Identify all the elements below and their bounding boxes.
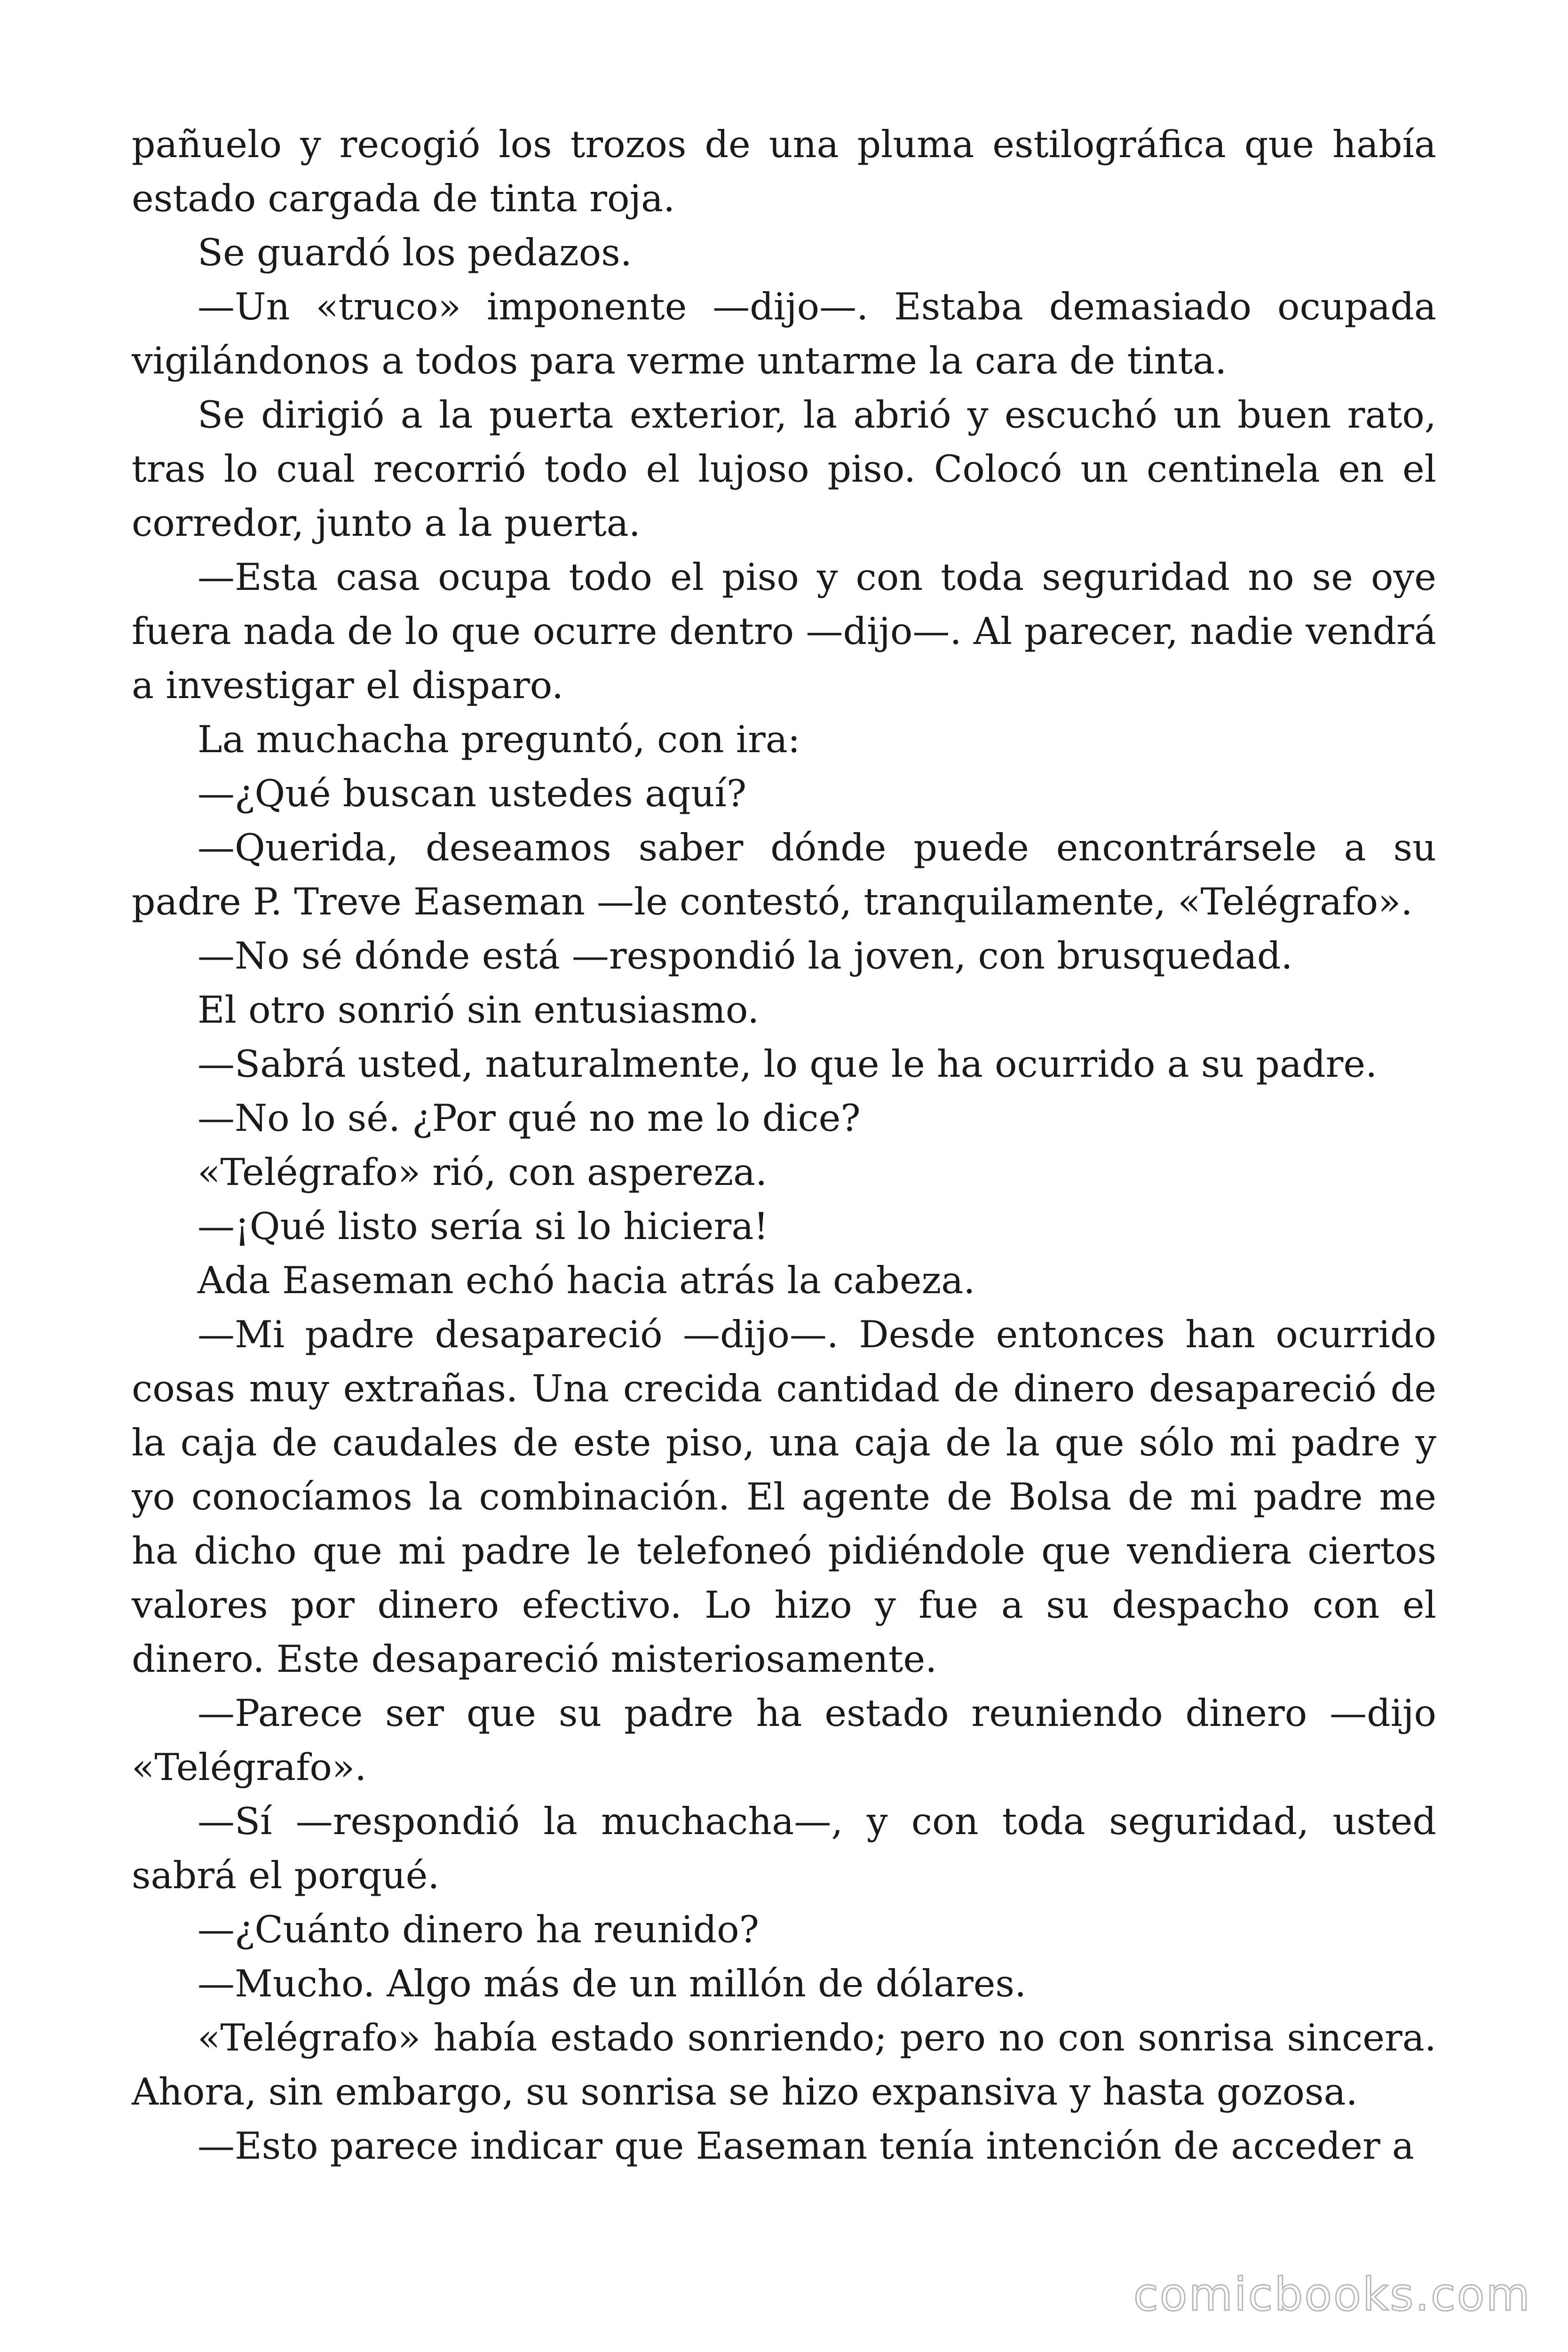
paragraph: —Sí —respondió la muchacha—, y con toda seguridad, usted sabrá el porqué. bbox=[132, 1800, 1436, 1897]
paragraph: —¿Cuánto dinero ha reunido? bbox=[198, 1908, 760, 1951]
paragraph: —No lo sé. ¿Por qué no me lo dice? bbox=[198, 1097, 861, 1140]
paragraph: El otro sonrió sin entusiasmo. bbox=[198, 988, 760, 1032]
paragraph: —Mucho. Algo más de un millón de dólares. bbox=[198, 1962, 1027, 2005]
page-body bbox=[132, 118, 1436, 2173]
paragraph: pañuelo y recogió los trozos de una pluma estilográfica que había estado cargada de tinta roja. bbox=[132, 123, 1436, 220]
paragraph: La muchacha preguntó, con ira: bbox=[198, 718, 800, 761]
paragraph: —Un «truco» imponente —dijo—. Estaba demasiado ocupada vigilándonos a todos para verme untarme la cara de tinta. bbox=[132, 285, 1436, 382]
paragraph: —Esto parece indicar que Easeman tenía intención de acceder a bbox=[198, 2124, 1415, 2168]
paragraph: —Sabrá usted, naturalmente, lo que le ha ocurrido a su padre. bbox=[198, 1042, 1378, 1086]
paragraph: Se guardó los pedazos. bbox=[198, 231, 632, 274]
paragraph: —Mi padre desapareció —dijo—. Desde entonces han ocurrido cosas muy extrañas. Una crecida cantidad de dinero desapareció de la caja de caudales de este piso, una caja de la que sólo mi padre y yo conocíamos la combinación. El agente de Bolsa de mi padre me ha dicho que mi padre le telefoneó pidiéndole que vendiera ciertos valores por dinero efectivo. Lo hizo y fue a su despacho con el dinero. Este desapareció misteriosamente. bbox=[132, 1313, 1436, 1681]
paragraph: —¿Qué buscan ustedes aquí? bbox=[198, 772, 747, 815]
paragraph: Se dirigió a la puerta exterior, la abrió y escuchó un buen rato, tras lo cual recorrió todo el lujoso piso. Colocó un centinela en el corredor, junto a la puerta. bbox=[132, 393, 1436, 545]
paragraph: —Querida, deseamos saber dónde puede encontrársele a su padre P. Treve Easeman —le contestó, tranquilamente, «Telégrafo». bbox=[132, 826, 1436, 923]
paragraph: —¡Qué listo sería si lo hiciera! bbox=[198, 1205, 769, 1248]
paragraph: Ada Easeman echó hacia atrás la cabeza. bbox=[198, 1259, 975, 1302]
paragraph: —Parece ser que su padre ha estado reuniendo dinero —dijo «Telégrafo». bbox=[132, 1692, 1436, 1789]
paragraph: «Telégrafo» rió, con aspereza. bbox=[198, 1151, 768, 1194]
paragraph: —Esta casa ocupa todo el piso y con toda seguridad no se oye fuera nada de lo que ocurre dentro —dijo—. Al parecer, nadie vendrá a investigar el disparo. bbox=[132, 556, 1436, 707]
paragraph: «Telégrafo» había estado sonriendo; pero no con sonrisa sincera. Ahora, sin embargo, su sonrisa se hizo expansiva y hasta gozosa. bbox=[132, 2016, 1436, 2114]
paragraph: —No sé dónde está —respondió la joven, con brusquedad. bbox=[198, 934, 1293, 977]
watermark: comicbooks.com bbox=[1133, 2268, 1531, 2321]
